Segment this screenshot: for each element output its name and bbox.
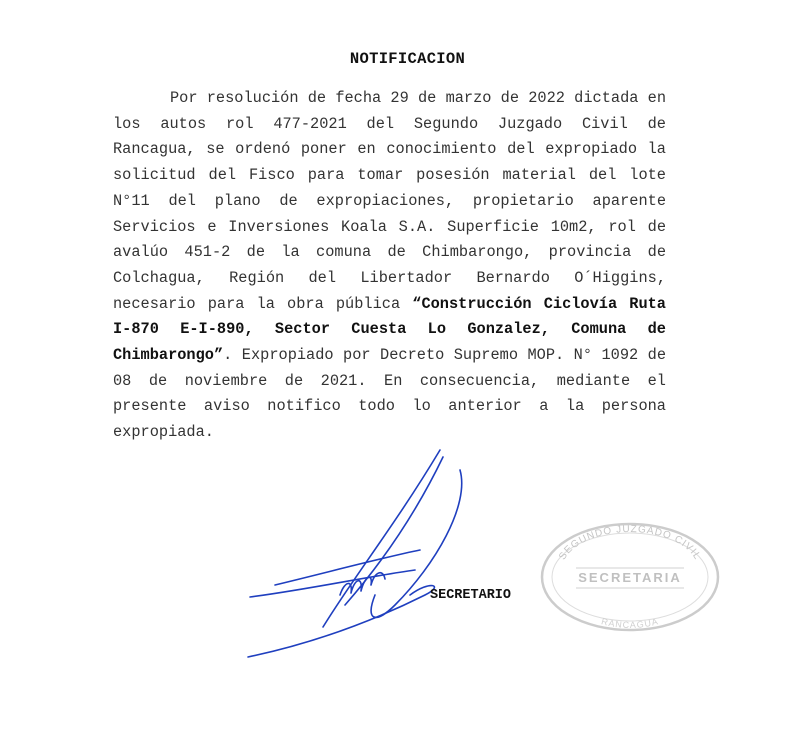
court-stamp <box>538 520 723 635</box>
body-text-part-2: . Expropiado por Decreto Supremo MOP. N° 1092 de 08 de noviembre de 2021. En consecuencia, mediante el presente aviso notifico todo lo anterior a la persona expropiada. <box>113 346 666 442</box>
stamp-center-text: SECRETARIA <box>578 570 682 585</box>
body-text-part-1: Por resolución de fecha 29 de marzo de 2022 dictada en los autos rol 477-2021 del Segundo Juzgado Civil de Rancagua, se ordenó poner en conocimiento del expropiado la solicitud del Fisco para tomar posesión material del lote N°11 del plano de expropiaciones, propietario aparente Servicios e Inversiones Koala S.A. Superficie 10m2, rol de avalúo 451-2 de la comuna de Chimbarongo, provincia de Colchagua, Región del Libertador Bernardo O´Higgins, necesario para la obra pública <box>113 89 666 313</box>
stamp-top-text: SEGUNDO JUZGADO CIVIL <box>557 523 703 563</box>
project-name: “Construcción Ciclovía Ruta I-870 E-I-890, Sector Cuesta Lo Gonzalez, Comuna de Chimbarongo” <box>113 294 666 365</box>
document-title: NOTIFICACION <box>349 50 466 68</box>
notification-body <box>113 86 666 446</box>
stamp-bottom-text: RANCAGUA <box>600 616 660 631</box>
secretary-label: SECRETARIO <box>430 588 512 603</box>
signature-scribble <box>245 445 480 665</box>
svg-text:SEGUNDO JUZGADO CIVIL <box>557 524 703 562</box>
svg-text:RANCAGUA <box>600 616 659 630</box>
